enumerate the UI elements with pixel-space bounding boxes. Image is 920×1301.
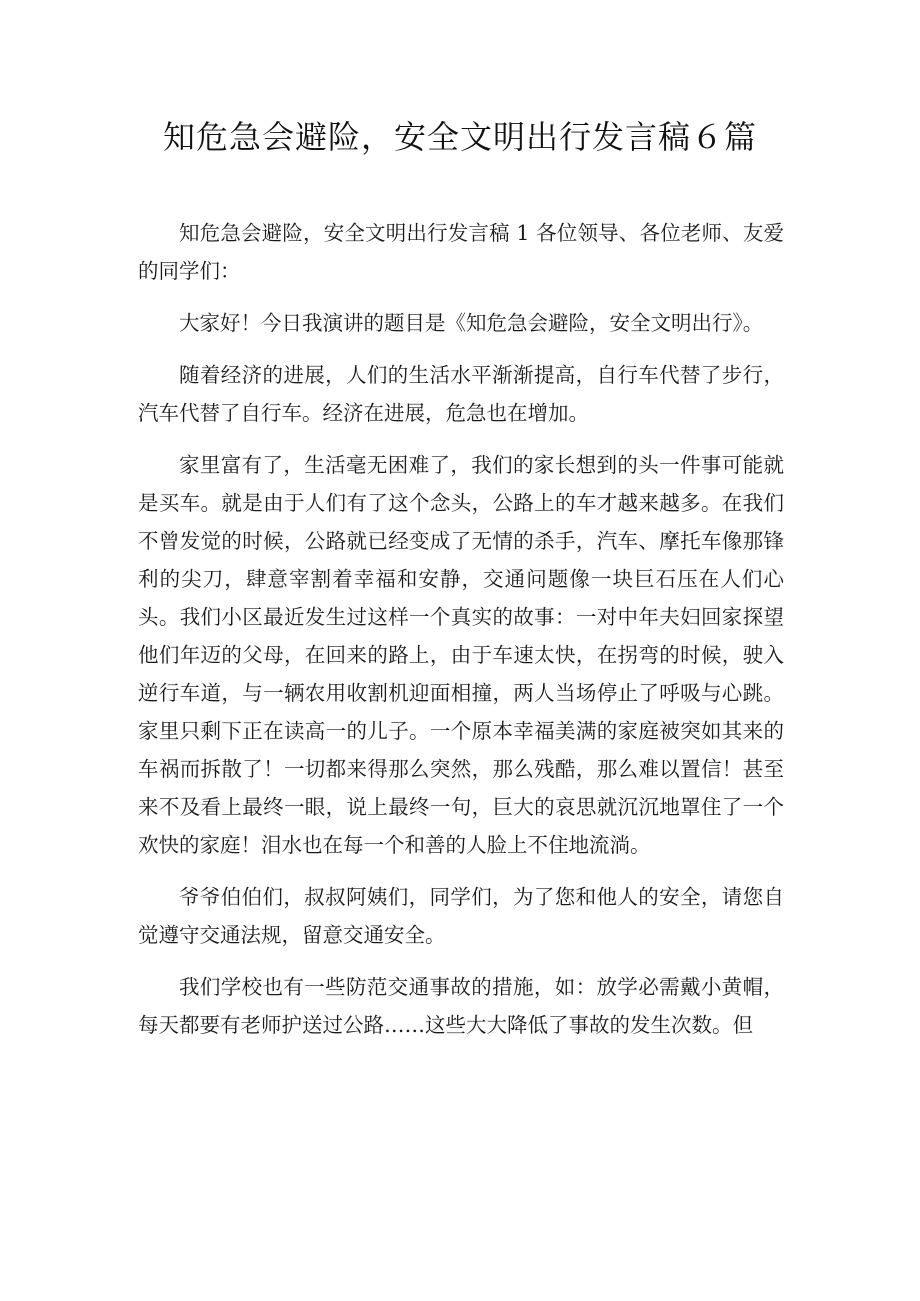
- paragraph-2: 大家好！今日我演讲的题目是《知危急会避险，安全文明出行》。: [179, 311, 764, 335]
- paragraph-3: 随着经济的进展，人们的生活水平渐渐提高，自行车代替了步行，汽车代替了自行车。经济在进展，危急也在增加。: [138, 363, 784, 425]
- paragraph-6: 我们学校也有一些防范交通事故的措施，如：放学必需戴小黄帽，每天都要有老师护送过公路……这些大大降低了事故的发生次数。但: [138, 975, 784, 1037]
- document-title: 知危急会避险，安全文明出行发言稿６篇: [162, 118, 757, 156]
- document-body: [138, 214, 784, 1058]
- paragraph-4: 家里富有了，生活毫无困难了，我们的家长想到的头一件事可能就是买车。就是由于人们有了这个念头，公路上的车才越来越多。在我们不曾发觉的时候，公路就已经变成了无情的杀手，汽车、摩托车像那锋利的尖刀，肆意宰割着幸福和安静，交通问题像一块巨石压在人们心头。我们小区最近发生过这样一个真实的故事：一对中年夫妇回家探望他们年迈的父母，在回来的路上，由于车速太快，在拐弯的时候，驶入逆行车道，与一辆农用收割机迎面相撞，两人当场停止了呼吸与心跳。家里只剩下正在读高一的儿子。一个原本幸福美满的家庭被突如其来的车祸而拆散了！一切都来得那么突然，那么残酷，那么难以置信！甚至来不及看上最终一眼，说上最终一句，巨大的哀思就沉沉地罩住了一个欢快的家庭！泪水也在每一个和善的人脸上不住地流淌。: [138, 453, 784, 857]
- paragraph-5: 爷爷伯伯们，叔叔阿姨们，同学们，为了您和他人的安全，请您自觉遵守交通法规，留意交通安全。: [138, 885, 784, 947]
- paragraph-1: 知危急会避险，安全文明出行发言稿 1 各位领导、各位老师、友爱的同学们：: [138, 221, 784, 283]
